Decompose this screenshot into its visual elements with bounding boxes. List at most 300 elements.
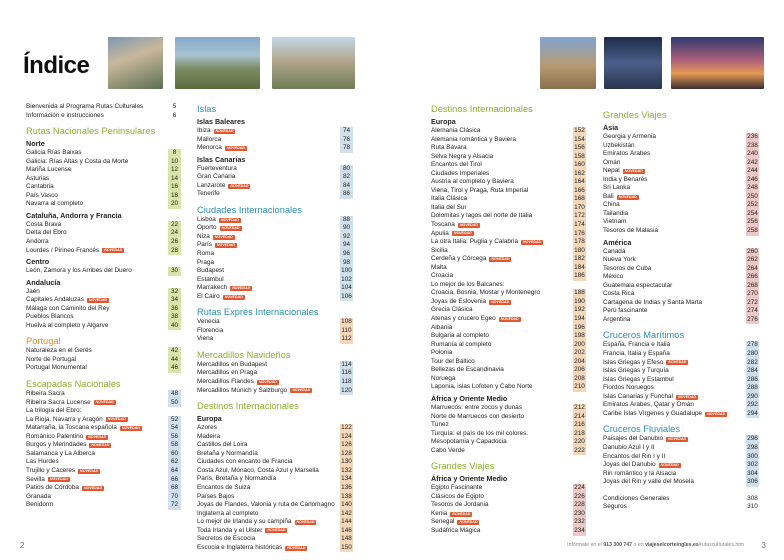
- index-entry[interactable]: [197, 335, 353, 344]
- index-entry[interactable]: [197, 267, 353, 276]
- entry-page-number: 48: [168, 390, 181, 399]
- entry-text: Lourdes / Pirineo Francés: [26, 246, 100, 254]
- entry-page-number: 272: [747, 298, 758, 306]
- entry-text: Delta del Ebro: [26, 229, 67, 237]
- subsection-heading: África y Oriente Medio: [431, 393, 508, 403]
- entry-label: [197, 527, 340, 536]
- entry-label: [26, 407, 168, 416]
- index-entry[interactable]: [431, 484, 586, 493]
- index-entry[interactable]: [26, 103, 181, 112]
- index-entry[interactable]: [603, 350, 759, 359]
- subsection-heading: Islas Baleares: [197, 117, 245, 126]
- index-entry[interactable]: [431, 358, 586, 367]
- entry-text: Sevilla: [26, 475, 45, 483]
- index-entry[interactable]: [26, 175, 181, 184]
- index-entry[interactable]: [603, 193, 759, 202]
- entry-text: Atenas y crucero Egeo: [431, 315, 496, 323]
- entry-text: Albania: [431, 323, 453, 331]
- index-entry[interactable]: [26, 221, 181, 230]
- index-entry[interactable]: [26, 229, 181, 238]
- entry-page-number: 56: [168, 433, 181, 442]
- index-entry[interactable]: [26, 305, 181, 314]
- index-entry[interactable]: [431, 315, 586, 324]
- entry-text: Pueblos Blancos: [26, 313, 74, 321]
- index-entry[interactable]: [197, 127, 353, 136]
- entry-page-number: 174: [574, 221, 585, 229]
- index-entry[interactable]: [431, 212, 586, 221]
- entry-text: Menorca: [197, 144, 222, 152]
- index-entry[interactable]: [603, 470, 759, 479]
- index-entry[interactable]: [197, 165, 353, 174]
- entry-page-number: 16: [168, 183, 181, 192]
- entry-page-number: 198: [574, 332, 585, 340]
- index-entry[interactable]: [431, 341, 586, 350]
- novedad-badge: NOVEDAD: [226, 145, 245, 150]
- index-entry[interactable]: [197, 441, 353, 450]
- index-entry[interactable]: [603, 495, 759, 504]
- entry-label: [603, 193, 746, 202]
- index-entry[interactable]: [197, 136, 353, 145]
- entry-page-number: 228: [574, 501, 585, 509]
- entry-page-number: 256: [747, 218, 758, 226]
- entry-text: Encantos del Rin I y II: [603, 452, 666, 460]
- index-entry[interactable]: [197, 250, 353, 259]
- entry-label: [26, 364, 168, 373]
- subsection-heading: América: [603, 237, 632, 247]
- index-entry[interactable]: [431, 375, 586, 384]
- entry-page-number: 114: [341, 360, 352, 368]
- section-heading: Grandes Viajes: [431, 461, 495, 472]
- entry-page-number: 68: [168, 484, 181, 493]
- index-entry[interactable]: [197, 182, 353, 191]
- index-entry[interactable]: [431, 187, 586, 196]
- index-entry[interactable]: [26, 347, 181, 356]
- index-entry[interactable]: [26, 450, 181, 459]
- index-entry[interactable]: [431, 272, 586, 281]
- index-entry[interactable]: [197, 501, 353, 510]
- entry-text: Marrakech: [197, 284, 228, 292]
- entry-label: [603, 227, 746, 236]
- entry-text: Italia del Sur: [431, 203, 467, 211]
- index-entry[interactable]: [26, 501, 181, 510]
- entry-label: [197, 284, 340, 293]
- index-entry[interactable]: [431, 153, 586, 162]
- entry-page-number: 36: [168, 305, 181, 314]
- entry-page-number: 70: [168, 493, 181, 502]
- index-entry[interactable]: [603, 401, 759, 410]
- subsection-heading: África y Oriente Medio: [431, 474, 508, 484]
- index-entry[interactable]: [197, 450, 353, 459]
- entry-label: [603, 273, 746, 282]
- index-entry[interactable]: [26, 288, 181, 297]
- entry-text: Bienvenida al Programa Rutas Culturales: [26, 103, 144, 110]
- index-entry[interactable]: [603, 201, 759, 210]
- entry-label: [197, 493, 340, 502]
- entry-text: Croacia, Bosnia, Mostar y Montenegro: [431, 289, 541, 297]
- index-entry[interactable]: [197, 527, 353, 536]
- index-entry[interactable]: [26, 158, 181, 167]
- index-entry[interactable]: [603, 376, 759, 385]
- index-entry[interactable]: [431, 421, 586, 430]
- entry-page-number: 274: [747, 307, 758, 315]
- index-entry[interactable]: [431, 195, 586, 204]
- entry-text: El Cairo: [197, 292, 220, 300]
- entry-text: Turquía: el país de los mil colores.: [431, 429, 529, 437]
- entry-label: [197, 318, 340, 327]
- novedad-badge: NOVEDAD: [459, 520, 478, 525]
- index-entry[interactable]: [197, 475, 353, 484]
- entry-text: Joyas del Rin y valle del Mosela: [603, 478, 694, 486]
- index-entry[interactable]: [197, 276, 353, 285]
- index-entry[interactable]: [197, 484, 353, 493]
- entry-page-number: 98: [340, 259, 353, 268]
- index-entry[interactable]: [603, 227, 759, 236]
- index-entry[interactable]: [603, 316, 759, 325]
- index-entry[interactable]: [197, 284, 353, 293]
- index-entry[interactable]: [431, 127, 586, 136]
- index-entry[interactable]: [26, 433, 181, 442]
- index-entry[interactable]: [431, 144, 586, 153]
- index-entry[interactable]: [26, 192, 181, 201]
- entry-text: Benidorm: [26, 501, 54, 509]
- footer-url[interactable]: viajeselcorteingles.es: [645, 542, 699, 548]
- entry-label: [26, 247, 168, 256]
- index-entry[interactable]: [431, 289, 586, 298]
- index-entry[interactable]: [431, 306, 586, 315]
- index-entry[interactable]: [603, 248, 759, 257]
- index-entry[interactable]: [26, 313, 181, 322]
- index-entry[interactable]: [197, 535, 353, 544]
- index-entry[interactable]: [431, 518, 586, 527]
- index-entry[interactable]: [431, 178, 586, 187]
- entry-label: [431, 332, 573, 341]
- entry-page-number: 122: [341, 424, 352, 432]
- entry-label: [197, 433, 340, 442]
- entry-label: [603, 341, 746, 350]
- entry-label: [603, 461, 746, 470]
- novedad-badge: NOVEDAD: [95, 400, 114, 405]
- index-entry[interactable]: [26, 149, 181, 158]
- entry-label: [603, 133, 746, 142]
- entry-label: [197, 369, 340, 378]
- entry-label: [26, 467, 168, 476]
- entry-page-number: 180: [574, 246, 585, 254]
- index-entry[interactable]: [26, 267, 181, 276]
- entry-label: [431, 438, 573, 447]
- entry-text: Austria al completo y Baviera: [431, 178, 514, 186]
- index-entry[interactable]: [603, 210, 759, 219]
- entry-label: [603, 367, 746, 376]
- index-entry[interactable]: [603, 218, 759, 227]
- entry-text: Costa Rica: [603, 290, 635, 298]
- index-entry[interactable]: [603, 167, 759, 176]
- index-entry[interactable]: [431, 501, 586, 510]
- entry-page-number: 192: [574, 306, 585, 314]
- entry-label: [197, 475, 340, 484]
- entry-page-number: 140: [341, 501, 352, 509]
- index-entry[interactable]: [431, 404, 586, 413]
- entry-page-number: 264: [747, 264, 758, 272]
- index-entry[interactable]: [603, 290, 759, 299]
- entry-text: Tesoros de Cuba: [603, 264, 652, 272]
- index-entry[interactable]: [26, 407, 181, 416]
- index-entry[interactable]: [431, 247, 586, 256]
- entry-text: Cartagena de Indias y Santa Marta: [603, 298, 703, 306]
- novedad-badge: NOVEDAD: [452, 511, 471, 516]
- index-entry[interactable]: [431, 204, 586, 213]
- index-column-2: [197, 98, 353, 552]
- index-entry[interactable]: [431, 255, 586, 264]
- entry-text: La otra Italia: Puglia y Calabria: [431, 238, 519, 246]
- subsection-heading: Cataluña, Andorra y Francia: [26, 210, 122, 220]
- index-entry[interactable]: [197, 233, 353, 242]
- index-entry[interactable]: [431, 447, 586, 456]
- index-entry[interactable]: [603, 256, 759, 265]
- index-entry[interactable]: [603, 184, 759, 193]
- index-entry[interactable]: [431, 430, 586, 439]
- index-entry[interactable]: [26, 166, 181, 175]
- novedad-badge: NOVEDAD: [491, 256, 510, 261]
- entry-page-number: 12: [168, 166, 181, 175]
- index-entry[interactable]: [603, 359, 759, 368]
- entry-text: Rumanía al completo: [431, 340, 492, 348]
- index-entry[interactable]: [197, 458, 353, 467]
- index-entry[interactable]: [603, 176, 759, 185]
- entry-label: [26, 501, 168, 510]
- index-entry[interactable]: [603, 503, 759, 512]
- entry-text: Lo mejor de Irlanda y su campiña: [197, 518, 292, 526]
- entry-label: [603, 150, 746, 159]
- entry-label: [197, 467, 340, 476]
- entry-page-number: 222: [574, 446, 585, 454]
- index-entry[interactable]: [603, 384, 759, 393]
- index-entry[interactable]: [431, 264, 586, 273]
- index-entry[interactable]: [431, 349, 586, 358]
- entry-page-number: 288: [747, 384, 758, 392]
- index-entry[interactable]: [603, 265, 759, 274]
- index-entry[interactable]: [431, 281, 586, 290]
- entry-text: Roma: [197, 250, 215, 258]
- index-entry[interactable]: [603, 273, 759, 282]
- entry-page-number: 38: [168, 313, 181, 322]
- index-entry[interactable]: [26, 356, 181, 365]
- entry-text: Galicia Rías Baixas: [26, 149, 82, 157]
- entry-page-number: 130: [341, 458, 352, 466]
- index-entry[interactable]: [26, 424, 181, 433]
- entry-page-number: 86: [340, 190, 353, 199]
- index-entry[interactable]: [26, 441, 181, 450]
- novedad-badge: NOVEDAD: [707, 411, 726, 416]
- novedad-badge: NOVEDAD: [220, 217, 239, 222]
- index-entry[interactable]: [26, 493, 181, 502]
- index-entry[interactable]: [26, 238, 181, 247]
- entry-text: Mesopotamia y Capadocia: [431, 438, 507, 446]
- index-entry[interactable]: [603, 453, 759, 462]
- entry-page-number: 8: [168, 149, 181, 158]
- index-entry[interactable]: [197, 433, 353, 442]
- index-entry[interactable]: [197, 378, 353, 387]
- entry-label: [197, 224, 340, 233]
- index-entry[interactable]: [431, 527, 586, 536]
- index-entry[interactable]: [603, 142, 759, 151]
- index-entry[interactable]: [431, 383, 586, 392]
- index-entry[interactable]: [431, 366, 586, 375]
- entry-label: [603, 265, 746, 274]
- index-entry[interactable]: [603, 393, 759, 402]
- entry-page-number: 270: [747, 290, 758, 298]
- entry-text: Bali: [603, 192, 614, 200]
- index-entry[interactable]: [26, 364, 181, 373]
- entry-label: [431, 324, 573, 333]
- entry-text: París: [197, 241, 212, 249]
- index-entry[interactable]: [26, 183, 181, 192]
- novedad-badge: NOVEDAD: [91, 443, 110, 448]
- entry-text: Viena: [197, 335, 214, 343]
- index-entry[interactable]: [197, 190, 353, 199]
- index-entry[interactable]: [603, 282, 759, 291]
- novedad-badge: NOVEDAD: [214, 234, 233, 239]
- entry-page-number: 224: [574, 484, 585, 492]
- index-entry[interactable]: [603, 435, 759, 444]
- index-entry[interactable]: [197, 467, 353, 476]
- index-entry[interactable]: [197, 241, 353, 250]
- entry-label: [603, 435, 746, 444]
- entry-page-number: 136: [341, 483, 352, 491]
- index-entry[interactable]: [603, 133, 759, 142]
- index-entry[interactable]: [431, 332, 586, 341]
- index-entry[interactable]: [431, 413, 586, 422]
- index-entry[interactable]: [431, 170, 586, 179]
- index-entry[interactable]: [431, 161, 586, 170]
- entry-text: Tesoros de Malasia: [603, 227, 659, 235]
- entry-label: [431, 178, 573, 187]
- index-entry[interactable]: [197, 369, 353, 378]
- index-entry[interactable]: [603, 478, 759, 487]
- entry-page-number: 276: [747, 315, 758, 323]
- entry-label: [197, 144, 340, 153]
- entry-page-number: 160: [574, 161, 585, 169]
- entry-page-number: 146: [341, 526, 352, 534]
- index-entry[interactable]: [197, 361, 353, 370]
- index-entry[interactable]: [197, 224, 353, 233]
- subsection-heading: Islas Canarias: [197, 154, 246, 164]
- index-entry[interactable]: [431, 324, 586, 333]
- entry-label: [197, 127, 340, 136]
- index-entry[interactable]: [197, 327, 353, 336]
- entry-label: [197, 458, 340, 467]
- index-entry[interactable]: [197, 387, 353, 396]
- index-entry[interactable]: [197, 493, 353, 502]
- entry-label: [26, 390, 168, 399]
- index-entry[interactable]: [603, 367, 759, 376]
- index-entry[interactable]: [26, 476, 181, 485]
- index-entry[interactable]: [603, 461, 759, 470]
- entry-text: Ciudades Imperiales: [431, 169, 490, 177]
- index-entry[interactable]: [197, 518, 353, 527]
- index-entry[interactable]: [26, 112, 181, 121]
- index-entry[interactable]: [197, 544, 353, 553]
- index-entry[interactable]: [197, 259, 353, 268]
- entry-text: Ruta Bávara: [431, 144, 467, 152]
- index-entry[interactable]: [431, 438, 586, 447]
- entry-text: Secretos de Escocia: [197, 535, 256, 543]
- index-entry[interactable]: [26, 296, 181, 305]
- entry-text: Tour del Báltico: [431, 357, 475, 365]
- index-entry[interactable]: [603, 307, 759, 316]
- index-entry[interactable]: [26, 200, 181, 209]
- index-entry[interactable]: [197, 293, 353, 302]
- index-entry[interactable]: [431, 510, 586, 519]
- index-entry[interactable]: [197, 510, 353, 519]
- entry-label: [603, 210, 746, 219]
- entry-label: [431, 195, 573, 204]
- index-entry[interactable]: [431, 298, 586, 307]
- entry-text: Navarra al completo: [26, 200, 84, 208]
- entry-label: [197, 293, 340, 302]
- entry-text: Naturaleza en el Gerês: [26, 347, 92, 355]
- entry-label: [603, 316, 746, 325]
- index-entry[interactable]: [26, 390, 181, 399]
- section-heading: Ciudades Internacionales: [197, 204, 302, 215]
- index-entry[interactable]: [431, 221, 586, 230]
- entry-label: [431, 127, 573, 136]
- index-entry[interactable]: [431, 238, 586, 247]
- index-entry[interactable]: [603, 150, 759, 159]
- entry-text: Portugal Monumental: [26, 364, 87, 372]
- index-entry[interactable]: [26, 322, 181, 331]
- index-entry[interactable]: [603, 299, 759, 308]
- index-entry[interactable]: [197, 173, 353, 182]
- index-entry[interactable]: [26, 484, 181, 493]
- entry-page-number: 182: [574, 255, 585, 263]
- entry-label: [431, 447, 573, 456]
- entry-page-number: 106: [341, 292, 352, 300]
- entry-page-number: 144: [341, 518, 352, 526]
- index-entry[interactable]: [431, 136, 586, 145]
- index-entry[interactable]: [197, 216, 353, 225]
- entry-label: [431, 272, 573, 281]
- entry-text: Apulia: [431, 229, 449, 237]
- index-entry[interactable]: [431, 230, 586, 239]
- entry-page-number: 200: [574, 340, 585, 348]
- footer-path: /rutasculturales.htm: [698, 542, 744, 548]
- entry-text: Perú fascinante: [603, 307, 648, 315]
- entry-page-number: 94: [340, 241, 353, 250]
- index-entry[interactable]: [603, 341, 759, 350]
- index-entry[interactable]: [197, 424, 353, 433]
- entry-page-number: 88: [340, 216, 353, 225]
- novedad-badge: NOVEDAD: [500, 316, 519, 321]
- index-entry[interactable]: [197, 144, 353, 153]
- index-entry[interactable]: [603, 410, 759, 419]
- index-entry[interactable]: [26, 247, 181, 256]
- entry-text: Egipto Fascinante: [431, 484, 483, 492]
- entry-page-number: 226: [574, 492, 585, 500]
- index-entry[interactable]: [26, 458, 181, 467]
- index-entry[interactable]: [197, 318, 353, 327]
- index-entry[interactable]: [603, 444, 759, 453]
- index-entry[interactable]: [603, 159, 759, 168]
- entry-label: [197, 518, 340, 527]
- index-entry[interactable]: [431, 493, 586, 502]
- entry-page-number: 6: [172, 111, 177, 119]
- index-entry[interactable]: [26, 399, 181, 408]
- index-entry[interactable]: [26, 416, 181, 425]
- entry-page-number: 168: [574, 195, 585, 203]
- entry-text: Condiciones Generales: [603, 494, 670, 502]
- index-entry[interactable]: [26, 467, 181, 476]
- entry-label: [26, 112, 168, 121]
